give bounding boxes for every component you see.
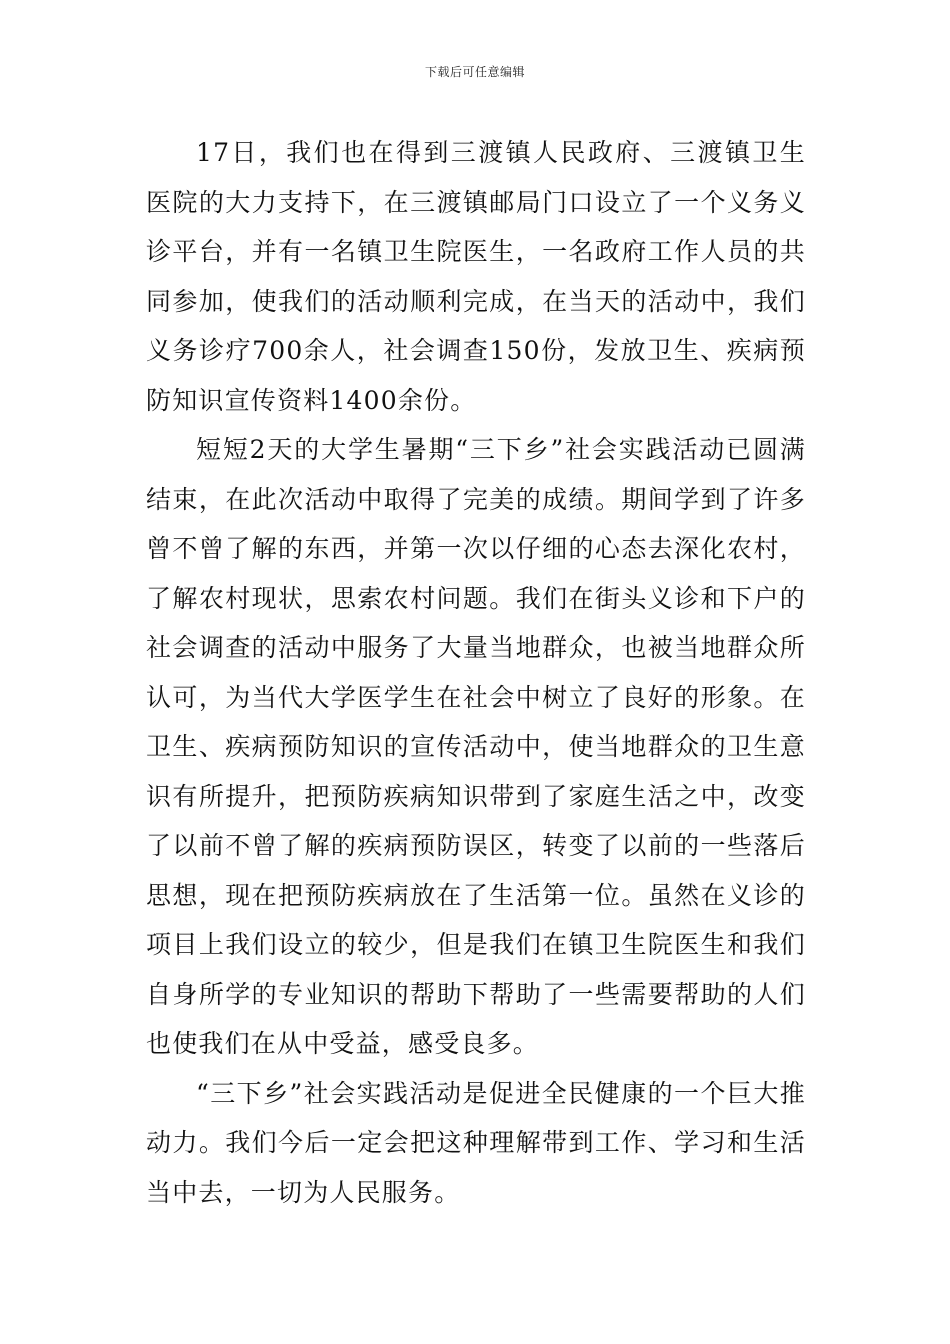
page-header-note: 下载后可任意编辑: [424, 65, 525, 79]
paragraph-clinic-event: 17日，我们也在得到三渡镇人民政府、三渡镇卫生医院的大力支持下，在三渡镇邮局门口设立了一个义务义诊平台，并有一名镇卫生院医生，一名政府工作人员的共同参加，使我们的活动顺利完成，在当天的活动中，我们义务诊疗700余人，社会调查150份，发放卫生、疾病预防知识宣传资料1400余份。: [146, 138, 806, 415]
document-body: [146, 128, 806, 1217]
paragraph-activity-summary: 短短2天的大学生暑期“三下乡”社会实践活动已圆满结束，在此次活动中取得了完美的成绩。期间学到了许多曾不曾了解的东西，并第一次以仔细的心态去深化农村，了解农村现状，思索农村问题。我们在街头义诊和下户的社会调查的活动中服务了大量当地群众，也被当地群众所认可，为当代大学医学生在社会中树立了良好的形象。在卫生、疾病预防知识的宣传活动中，使当地群众的卫生意识有所提升，把预防疾病知识带到了家庭生活之中，改变了以前不曾了解的疾病预防误区，转变了以前的一些落后思想，现在把预防疾病放在了生活第一位。虽然在义诊的项目上我们设立的较少，但是我们在镇卫生院医生和我们自身所学的专业知识的帮助下帮助了一些需要帮助的人们也使我们在从中受益，感受良多。: [146, 435, 806, 1058]
paragraph-conclusion: “三下乡”社会实践活动是促进全民健康的一个巨大推动力。我们今后一定会把这种理解带到工作、学习和生活当中去，一切为人民服务。: [146, 1078, 806, 1207]
